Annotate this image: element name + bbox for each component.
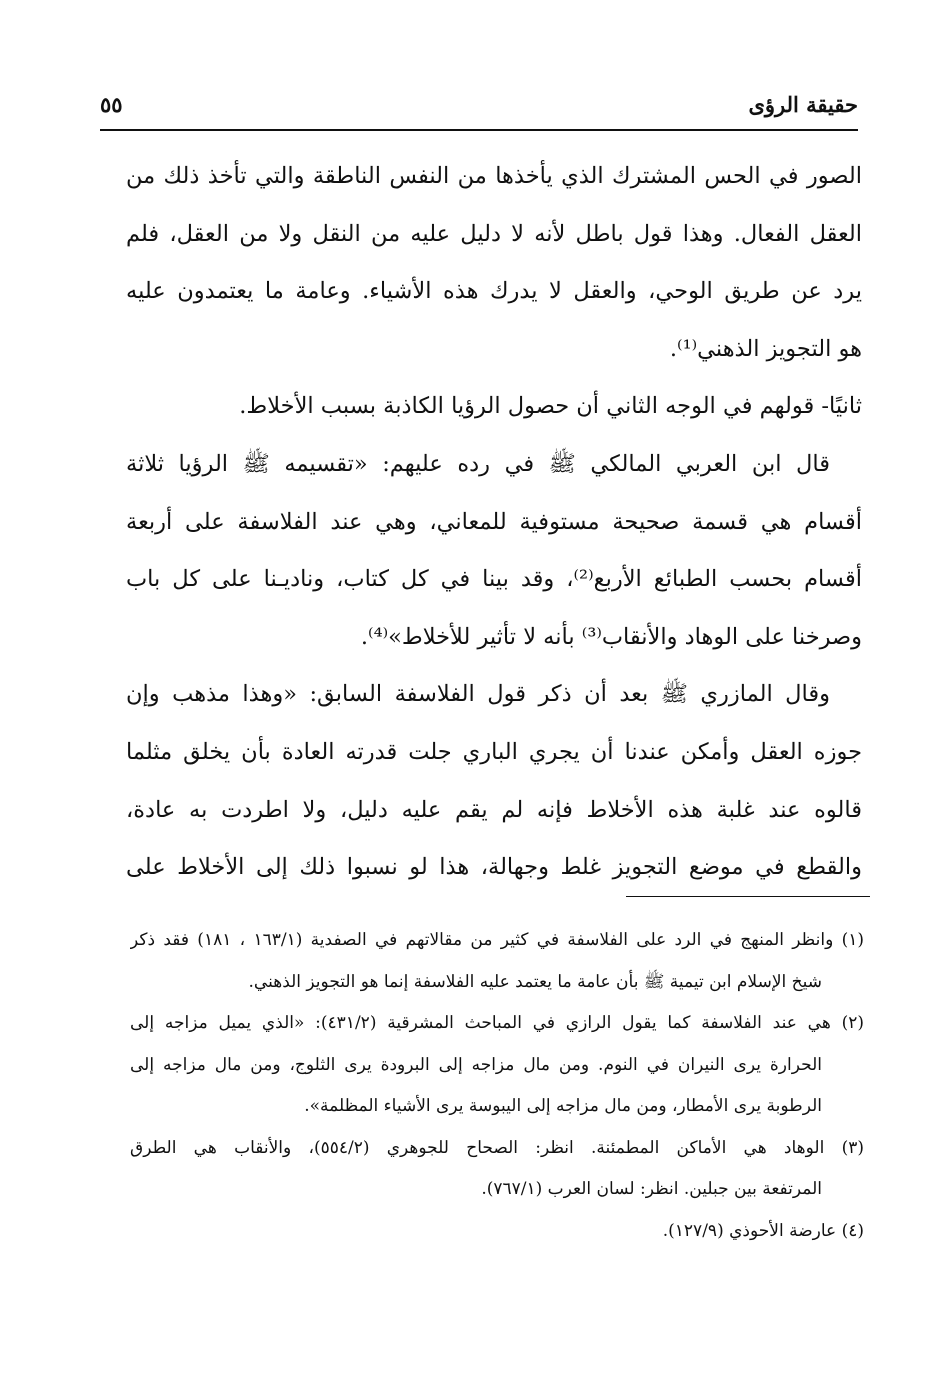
body-line: هو التجويز الذهني⁽¹⁾. bbox=[669, 335, 862, 362]
body-line-heading: ثانيًا- قولهم في الوجه الثاني أن حصول الرؤيا الكاذبة بسبب الأخلاط. bbox=[239, 393, 862, 420]
body-line: الصور في الحس المشترك الذي يأخذها من النفس الناطقة والتي تأخذ ذلك من bbox=[126, 163, 862, 189]
body-line: وقال المازري ﷺ بعد أن ذكر قول الفلاسفة السابق: «وهذا مذهب وإن bbox=[126, 681, 830, 708]
chapter-title: حقيقة الرؤى bbox=[748, 91, 858, 117]
body-line: العقل الفعال. وهذا قول باطل لأنه لا دليل عليه من النقل ولا من العقل، فلم bbox=[126, 220, 862, 247]
header-rule bbox=[100, 129, 858, 131]
footnote-line: (٣) الوهاد هي الأماكن المطمئنة. انظر: الصحاح للجوهري (٥٥٤/٢)، والأنقاب هي الطرق bbox=[130, 1137, 864, 1158]
page-number: ٥٥ bbox=[100, 91, 123, 117]
running-header bbox=[100, 84, 858, 124]
body-line: وصرخنا على الوهاد والأنقاب⁽³⁾ بأنه لا تأثير للأخلاط»⁽⁴⁾. bbox=[360, 623, 862, 650]
body-line: أقسام هي قسمة صحيحة مستوفية للمعاني، وهي عند الفلاسفة على أربعة bbox=[126, 508, 862, 535]
footnote-line: المرتفعة بين جبلين. انظر: لسان العرب (٧٦٧/١). bbox=[481, 1179, 822, 1199]
footnote-line: (٤) عارضة الأحوذي (١٢٧/٩). bbox=[662, 1220, 864, 1241]
footnote-line: الرطوبة يرى الأمطار، ومن مال مزاجه إلى اليبوسة يرى الأشياء المظلمة». bbox=[304, 1096, 822, 1116]
footnotes bbox=[130, 920, 864, 1252]
body-line: قالوه عند غلبة هذه الأخلاط فإنه لم يقم عليه دليل، ولا اطردت به عادة، bbox=[126, 796, 862, 823]
body-line: والقطع في موضع التجويز غلط وجهالة، هذا لو نسبوا ذلك إلى الأخلاط على bbox=[126, 854, 862, 881]
body-line: يرد عن طريق الوحي، والعقل لا يدرك هذه الأشياء. وعامة ما يعتمدون عليه bbox=[126, 278, 862, 305]
body-line: أقسام بحسب الطبائع الأربع⁽²⁾، وقد بينا في كل كتاب، وناديـنا على كل باب bbox=[126, 566, 862, 593]
body-line: جوزه العقل وأمكن عندنا أن يجري الباري جلت قدرته العادة بأن يخلق مثلما bbox=[126, 738, 862, 765]
footnote-line: (٢) هي عند الفلاسفة كما يقول الرازي في المباحث المشرقية (٤٣١/٢): «الذي يميل مزاجه إلى bbox=[130, 1013, 864, 1033]
footnote-line: (١) وانظر المنهج في الرد على الفلاسفة في كثير من مقالاتهم في الصفدية (١٦٣/١ ، ١٨١) فقد ذكر bbox=[130, 930, 864, 950]
footnote-separator bbox=[626, 896, 870, 897]
footnote-line: الحرارة يرى النيران في النوم. ومن مال مزاجه إلى البرودة يرى الثلوج، ومن مال مزاجه إلى bbox=[130, 1054, 822, 1075]
body-text bbox=[126, 148, 862, 897]
footnote-line: شيخ الإسلام ابن تيمية ﷺ بأن عامة ما يعتمد عليه الفلاسفة إنما هو التجويز الذهني. bbox=[248, 971, 822, 992]
body-line: قال ابن العربي المالكي ﷺ في رده عليهم: «تقسيمه ﷺ الرؤيا ثلاثة bbox=[126, 450, 830, 477]
